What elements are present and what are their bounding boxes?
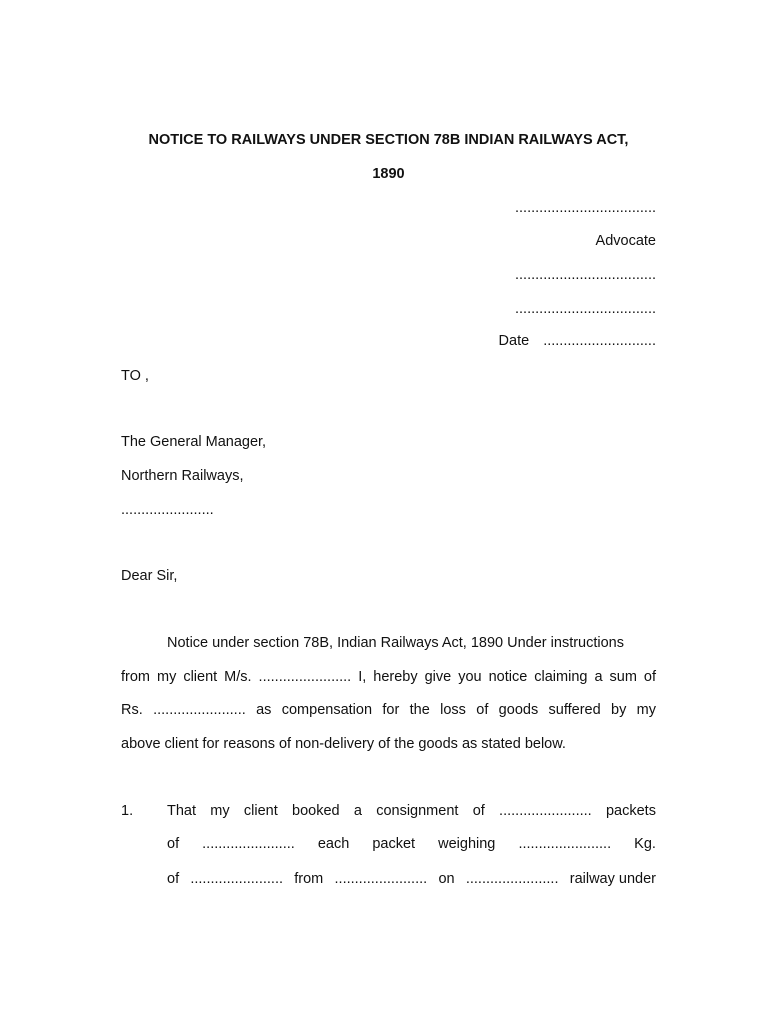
origin-station-blank: .......................	[334, 871, 428, 887]
item-1-word: That	[167, 803, 197, 819]
item-1-word: each	[317, 836, 350, 852]
body-line-4: above client for reasons of non-delivery of the goods as stated below.	[121, 736, 566, 752]
recipient-line-2: Northern Railways,	[121, 468, 244, 484]
body-line-2: from my client M/s. ....................... I, hereby give you notice claiming a sum of	[121, 669, 656, 685]
notice-title-line1: NOTICE TO RAILWAYS UNDER SECTION 78B INDIAN RAILWAYS ACT,	[148, 132, 629, 148]
date-label: Date	[498, 333, 530, 349]
item-1-word: of	[472, 803, 485, 819]
item-1-word: packets	[605, 803, 656, 819]
recipient-line-1: The General Manager,	[121, 434, 267, 450]
item-1-word: packet	[372, 836, 416, 852]
date-row	[499, 332, 656, 350]
packet-type-blank: .......................	[202, 836, 295, 852]
sender-address-blank-1: ...................................	[515, 267, 656, 283]
recipient-line-3: .......................	[121, 502, 214, 518]
to-label: TO ,	[121, 368, 149, 384]
item-1-line-2	[167, 835, 656, 853]
item-1-word: from	[294, 871, 324, 887]
item-1-word: booked	[292, 803, 340, 819]
item-1-word: my	[210, 803, 230, 819]
item-1-word: weighing	[438, 836, 496, 852]
item-1-line-1	[167, 802, 656, 820]
notice-title-line2: 1890	[372, 166, 405, 182]
date-blank: ............................	[543, 333, 656, 349]
sender-name-blank: ...................................	[515, 200, 656, 216]
item-1-word: railway under	[569, 871, 656, 887]
item-1-word: on	[438, 871, 455, 887]
sender-designation: Advocate	[595, 233, 656, 249]
sender-address-blank-2: ...................................	[515, 301, 656, 317]
item-1-word: client	[243, 803, 278, 819]
item-1-line-3	[167, 870, 656, 888]
body-line-3: Rs. ....................... as compensation for the loss of goods suffered by my	[121, 702, 656, 718]
item-1-word: of	[167, 871, 180, 887]
item-1-word: a	[353, 803, 362, 819]
packets-count-blank: .......................	[499, 803, 592, 819]
salutation: Dear Sir,	[121, 568, 178, 584]
item-1-number: 1.	[121, 803, 134, 819]
item-1-word: consignment	[376, 803, 459, 819]
goods-blank: .......................	[190, 871, 284, 887]
item-1-word: Kg.	[634, 836, 656, 852]
item-1-word: of	[167, 836, 180, 852]
booking-date-blank: .......................	[465, 871, 559, 887]
weight-blank: .......................	[518, 836, 612, 852]
body-line-1: Notice under section 78B, Indian Railways Act, 1890 Under instructions	[167, 635, 624, 651]
